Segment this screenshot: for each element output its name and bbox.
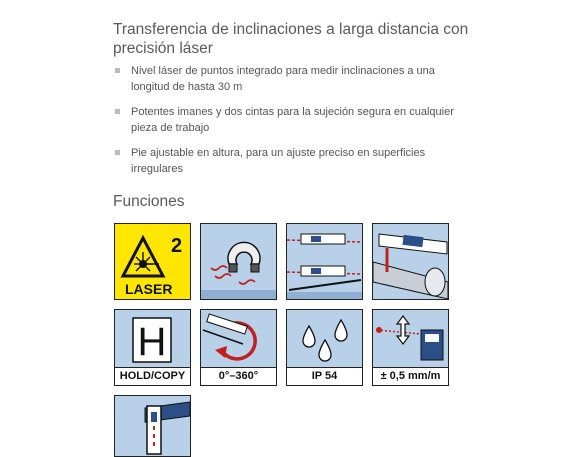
pipe-tile — [372, 223, 449, 300]
list-item-text: Pie ajustable en altura, para un ajuste preciso en superficies irregulares — [131, 147, 426, 175]
drops-tile — [286, 309, 363, 386]
product-heading: Transferencia de inclinaciones a larga distancia con precisión láser — [113, 21, 469, 57]
laser-tile — [114, 223, 191, 300]
accuracy-tile — [372, 309, 449, 386]
bullet-marker — [115, 68, 120, 73]
ip-caption: IP 54 — [287, 367, 362, 385]
height-adjust-icon — [373, 310, 448, 368]
magnet-tile — [200, 223, 277, 300]
rotation-tile — [200, 309, 277, 386]
magnet-icon — [201, 224, 276, 299]
bullet-marker — [115, 150, 120, 155]
water-drops-icon — [287, 310, 362, 368]
laser-label: LASER — [125, 281, 173, 297]
slope-transfer-icon — [287, 224, 362, 299]
laser-class-2-icon — [115, 224, 190, 299]
feature-list — [115, 63, 475, 186]
hold-copy-icon — [115, 310, 190, 368]
hold-tile — [114, 309, 191, 386]
slope-tile — [286, 223, 363, 300]
bullet-marker — [115, 109, 120, 114]
rotation-icon — [201, 310, 276, 368]
list-item-text: Potentes imanes y dos cintas para la sujeción segura en cualquier pieza de trabajo — [131, 106, 454, 134]
laser-class-label: 2 — [171, 235, 183, 257]
hold-letter: H — [137, 320, 167, 364]
level-bar-icon — [115, 396, 190, 456]
rotation-caption: 0°–360° — [201, 367, 276, 385]
list-item — [115, 104, 475, 136]
list-item — [115, 63, 475, 95]
list-item-text: Nivel láser de puntos integrado para medir inclinaciones a una longitud de hasta 30 m — [131, 65, 435, 93]
pipe-mount-icon — [373, 224, 448, 299]
hold-caption: HOLD/COPY — [115, 367, 190, 385]
bar-tile — [114, 395, 191, 457]
list-item — [115, 145, 475, 177]
accuracy-caption: ± 0,5 mm/m — [373, 367, 448, 385]
functions-title: Funciones — [113, 193, 185, 210]
